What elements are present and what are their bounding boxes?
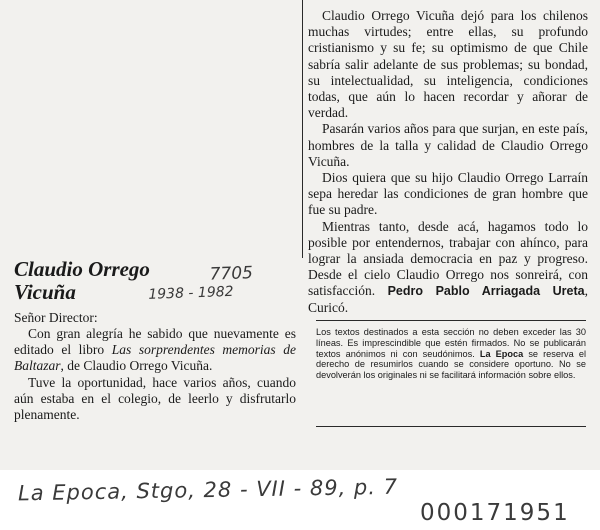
archive-code: 000171951 <box>420 500 570 526</box>
salutation: Señor Director: <box>14 310 98 325</box>
right-paragraph-1: Claudio Orrego Vicuña dejó para los chilenos muchas virtudes; entre ellas, su profundo cristianismo y su fe; su optimismo de que Chile sabría salir adelante de sus problemas; su bondad, su intelectualidad, su inteligencia, condiciones todas, que aún lo hacen recordar y añorar de verdad. <box>308 8 588 121</box>
letter-continuation-column <box>308 8 588 316</box>
handwritten-number: 7705 <box>209 263 254 285</box>
right-paragraph-3: Dios quiera que su hijo Claudio Orrego Larraín sepa heredar las condiciones de gran hombre que fue su padre. <box>308 170 588 218</box>
right-paragraph-4 <box>308 219 588 316</box>
left-paragraph-1 <box>14 326 296 375</box>
para1-text-before: Con gran alegría he sabido que nuevamente es editado el libro <box>14 326 296 358</box>
notice-top-rule <box>316 320 586 321</box>
notice-bottom-rule <box>316 426 586 427</box>
notice-part-2: se reserva el derecho de resumirlos cuando se considere oportuno. No se devolverán los originales ni se facilitará información sobre ellos. <box>316 348 586 381</box>
handwritten-annotation <box>147 264 253 304</box>
handwritten-years: 1938 - 1982 <box>148 283 234 303</box>
book-title: Las sorprendentes memorias de Baltazar <box>14 342 296 374</box>
editorial-notice <box>316 327 586 381</box>
signature-name: Pedro Pablo Arriagada Ureta <box>387 284 585 299</box>
headline-line-2: Vicuña <box>14 280 76 304</box>
left-paragraph-2: Tuve la oportunidad, hace varios años, cuando aún estaba en el colegio, de leerlo y disfrutarlo plenamente. <box>14 374 296 423</box>
closing-text: Mientras tanto, desde acá, hagamos todo lo posible por entendernos, trabajar con ahínco, para lograr la ansiada democracia en paz y progreso. Desde el cielo Claudio Orrego nos sonreirá, con satisfacción. <box>308 218 588 299</box>
right-paragraph-2: Pasarán varios años para que surjan, en este país, hombres de la talla y calidad de Claudio Orrego Vicuña. <box>308 121 588 169</box>
headline-line-1: Claudio Orrego <box>14 257 150 281</box>
handwritten-citation: La Epoca, Stgo, 28 - VII - 89, p. 7 <box>17 474 399 506</box>
signature-place: , Curicó. <box>308 283 588 315</box>
column-divider <box>302 0 303 258</box>
notice-brand: La Epoca <box>479 348 524 359</box>
notice-part-1: Los textos destinados a esta sección no deben exceder las 30 líneas. Es imprescindible que estén firmados. No se publicarán textos anónimos ni con seudónimos. <box>316 327 586 359</box>
para1-text-after: , de Claudio Orrego Vicuña. <box>60 358 213 374</box>
